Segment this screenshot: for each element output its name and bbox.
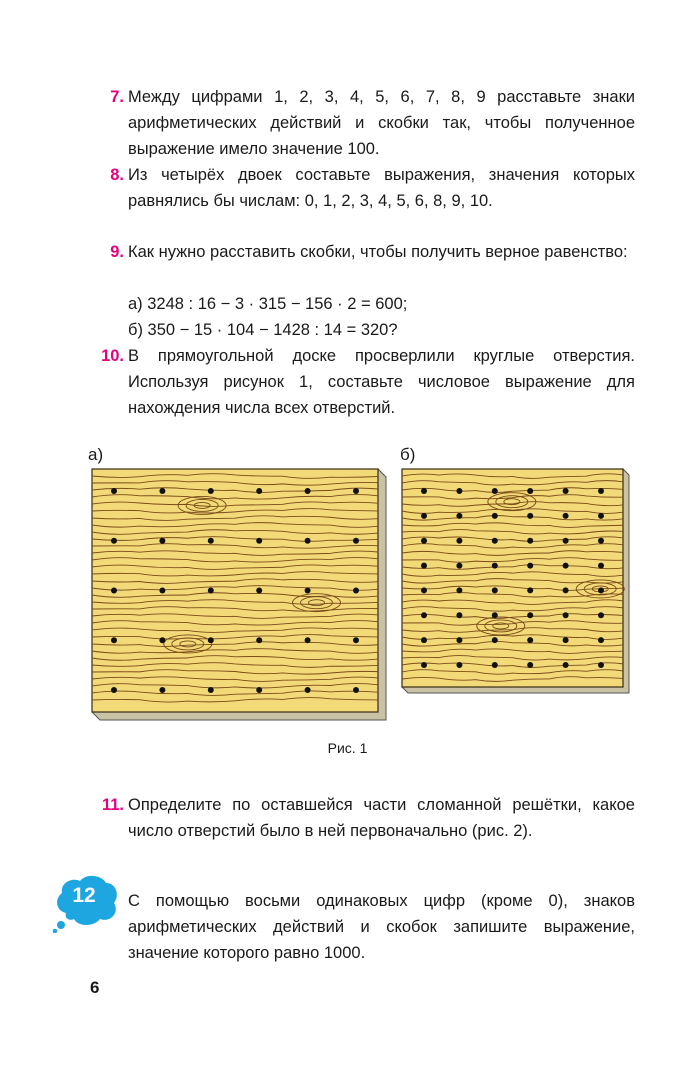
figure-caption: Рис. 1 <box>327 740 368 756</box>
hole <box>456 513 462 519</box>
task-12 <box>90 888 635 966</box>
task-number: 8. <box>110 166 124 184</box>
hole <box>353 588 359 594</box>
hole <box>598 637 604 643</box>
figure-label-a: а) <box>88 445 104 464</box>
task-10 <box>90 343 635 421</box>
hole <box>256 687 262 693</box>
hole <box>421 662 427 668</box>
task-number-badge: 12 <box>72 884 96 907</box>
hole <box>111 588 117 594</box>
hole <box>527 587 533 593</box>
hole <box>598 587 604 593</box>
hole <box>527 513 533 519</box>
hole <box>256 538 262 544</box>
hole <box>492 637 498 643</box>
task-text: В прямоугольной доске просверлили круглые отверстия. Используя рисунок 1, составьте числовое выражение для нахождения числа всех отверстий. <box>128 347 635 417</box>
hole <box>456 587 462 593</box>
hole <box>111 538 117 544</box>
hole <box>598 662 604 668</box>
hole <box>563 513 569 519</box>
hole <box>563 587 569 593</box>
task-number: 9. <box>110 243 124 261</box>
hole <box>111 488 117 494</box>
hole <box>563 538 569 544</box>
hole <box>456 612 462 618</box>
hole <box>492 488 498 494</box>
task-7 <box>90 84 635 162</box>
hole <box>598 538 604 544</box>
hole <box>421 513 427 519</box>
hole <box>492 587 498 593</box>
task-text: Между цифрами 1, 2, 3, 4, 5, 6, 7, 8, 9 расставьте знаки арифметических действий и скобки так, чтобы полученное выражение имело значение 100. <box>128 88 635 158</box>
task-11 <box>90 792 635 844</box>
hole <box>305 687 311 693</box>
hole <box>353 538 359 544</box>
hole <box>305 488 311 494</box>
hole <box>598 513 604 519</box>
hole <box>456 563 462 569</box>
hole <box>527 612 533 618</box>
wooden-board-b <box>400 467 633 695</box>
hole <box>563 612 569 618</box>
task-text: Как нужно расставить скобки, чтобы получить верное равенство: <box>128 243 628 261</box>
hole <box>353 488 359 494</box>
hole <box>208 687 214 693</box>
hole <box>527 662 533 668</box>
hole <box>208 637 214 643</box>
hole <box>256 588 262 594</box>
page-number: 6 <box>90 978 100 997</box>
hole <box>208 588 214 594</box>
hole <box>159 687 165 693</box>
task-number: 10. <box>101 347 124 365</box>
hole <box>598 612 604 618</box>
hole <box>111 687 117 693</box>
hole <box>598 563 604 569</box>
hole <box>208 488 214 494</box>
hole <box>456 488 462 494</box>
task-number: 7. <box>110 88 124 106</box>
hole <box>208 538 214 544</box>
hole <box>421 488 427 494</box>
task-number: 11. <box>101 796 124 814</box>
wooden-board-a <box>90 467 390 722</box>
hole <box>456 538 462 544</box>
hole <box>598 488 604 494</box>
hole <box>563 488 569 494</box>
task-8 <box>90 162 635 214</box>
task-text: Определите по оставшейся части сломанной решётки, какое число отверстий было в ней первоначально (рис. 2). <box>128 796 635 840</box>
hole <box>353 687 359 693</box>
hole <box>421 563 427 569</box>
hole <box>159 538 165 544</box>
hole <box>159 637 165 643</box>
hole <box>353 637 359 643</box>
task-text: С помощью восьми одинаковых цифр (кроме 0), знаков арифметических действий и скобок запишите выражение, значение которого равно 1000. <box>128 892 635 962</box>
hole <box>492 662 498 668</box>
hole <box>563 637 569 643</box>
hole <box>527 538 533 544</box>
hole <box>256 488 262 494</box>
hole <box>527 488 533 494</box>
hole <box>492 612 498 618</box>
hole <box>563 662 569 668</box>
hole <box>527 563 533 569</box>
hole <box>421 587 427 593</box>
hole <box>421 612 427 618</box>
hole <box>456 637 462 643</box>
board-face <box>402 469 623 687</box>
task-9-item-b: б) 350 − 15 · 104 − 1428 : 14 = 320? <box>128 321 398 339</box>
hole <box>421 637 427 643</box>
task-text: Из четырёх двоек составьте выражения, значения которых равнялись бы числам: 0, 1, 2, 3, 4, 5, 6, 8, 9, 10. <box>128 166 635 210</box>
hole <box>159 588 165 594</box>
figure-label-b: б) <box>400 445 416 464</box>
hole <box>159 488 165 494</box>
hole <box>305 588 311 594</box>
task-9-item-a: а) 3248 : 16 − 3 · 315 − 156 · 2 = 600; <box>128 295 408 313</box>
hole <box>563 563 569 569</box>
hole <box>492 563 498 569</box>
hole <box>527 637 533 643</box>
hole <box>492 513 498 519</box>
task-9 <box>90 239 635 265</box>
hole <box>421 538 427 544</box>
hole <box>305 637 311 643</box>
hole <box>492 538 498 544</box>
hole <box>305 538 311 544</box>
hole <box>111 637 117 643</box>
hole <box>256 637 262 643</box>
hole <box>456 662 462 668</box>
